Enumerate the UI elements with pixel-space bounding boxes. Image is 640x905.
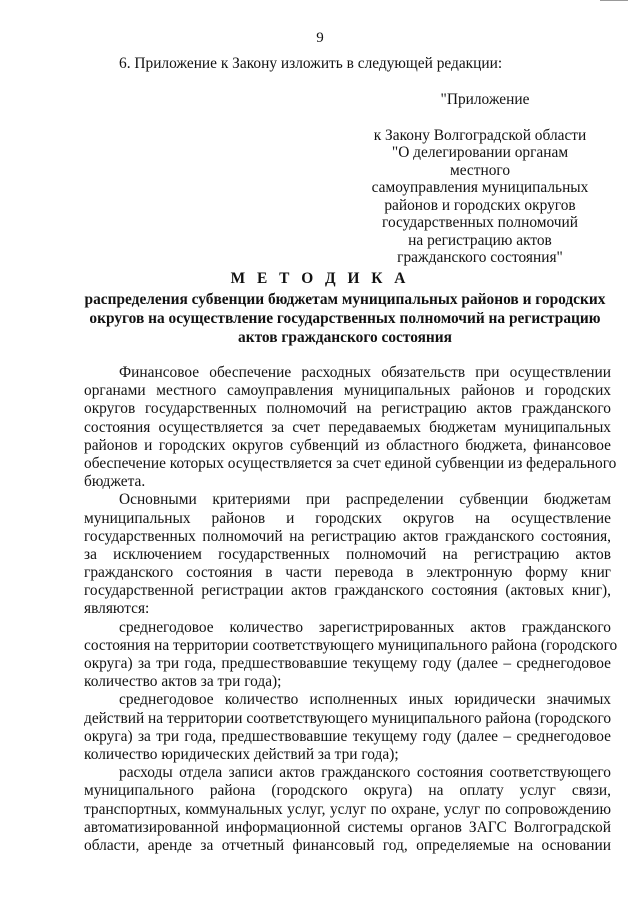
appendix-line: самоуправления муниципальных bbox=[371, 179, 589, 196]
appendix-line: на регистрацию актов bbox=[408, 231, 552, 249]
subtitle-line: округов на осуществление государственных полномочий на регистрацию bbox=[89, 310, 601, 327]
text-line: автоматизированной информационной системы органов ЗАГС Волгоградской bbox=[84, 818, 611, 836]
text-line: среднегодовое количество зарегистрированных актов гражданского bbox=[119, 618, 611, 636]
text-line: государственных полномочий на регистрацию актов гражданского состояния, bbox=[84, 527, 611, 545]
text-line: муниципального района (городского округа) на оплату услуг связи, bbox=[84, 782, 611, 800]
text-line: расходы отдела записи актов гражданского состояния соответствующего bbox=[119, 764, 611, 782]
text-line: области, аренде за отчетный финансовый год, определяемые на основании bbox=[84, 836, 611, 854]
subtitle-line: распределения субвенции бюджетам муниципальных районов и городских bbox=[84, 291, 606, 308]
text-line: округа) за три года, предшествовавшие текущему году (далее – среднегодовое bbox=[84, 727, 611, 745]
appendix-line: гражданского состояния" bbox=[397, 249, 563, 266]
text-line: состояния на территории соответствующего муниципального района (городского bbox=[84, 636, 618, 654]
text-line: действий на территории соответствующего муниципального района (городского bbox=[84, 709, 612, 727]
text-line: среднегодовое количество исполненных иных юридически значимых bbox=[119, 691, 611, 709]
text-line: бюджета. bbox=[84, 473, 146, 491]
page-corner-mark bbox=[600, 0, 628, 5]
appendix-title: "Приложение bbox=[440, 91, 530, 108]
appendix-line: "О делегировании органам местного bbox=[391, 144, 569, 179]
text-line: количество актов за три года); bbox=[84, 673, 282, 691]
appendix-line: районов и городских округов bbox=[384, 196, 576, 214]
appendix-header bbox=[360, 91, 600, 267]
text-line: государственной регистрации актов гражданского состояния (актовых книг), bbox=[84, 582, 611, 600]
text-line: муниципальных районов и городских округов на осуществление bbox=[84, 509, 611, 527]
text-line: округов государственных полномочий на регистрацию актов гражданского bbox=[84, 400, 611, 418]
text-line: гражданского состояния в части перевода в электронную форму книг bbox=[84, 564, 611, 582]
text-line: округа) за три года, предшествовавшие текущему году (далее – среднегодовое bbox=[84, 655, 611, 672]
text-line: состояния осуществляется за счет передаваемых бюджетам муниципальных bbox=[84, 418, 611, 436]
page-number: 9 bbox=[316, 30, 324, 46]
text-line: Основными критериями при распределении субвенции бюджетам bbox=[119, 491, 611, 509]
text-line: транспортных, коммунальных услуг, услуг по охране, услуг по сопровождению bbox=[84, 800, 611, 818]
text-line: Финансовое обеспечение расходных обязательств при осуществлении bbox=[119, 364, 611, 381]
text-line: за исключением государственных полномочий на регистрацию актов bbox=[84, 545, 611, 563]
body-text bbox=[84, 364, 618, 855]
methodology-title: М Е Т О Д И К А bbox=[230, 270, 410, 287]
text-line: органами местного самоуправления муниципальных районов и городских bbox=[84, 382, 611, 400]
intro-paragraph: 6. Приложение к Закону изложить в следующей редакции: bbox=[119, 55, 503, 72]
subtitle-line: актов гражданского состояния bbox=[238, 329, 452, 346]
appendix-line: государственных полномочий bbox=[382, 214, 578, 231]
appendix-line: к Закону Волгоградской области bbox=[373, 126, 587, 144]
text-line: районов и городских округов субвенций из областного бюджета, финансовое bbox=[84, 436, 611, 454]
text-line: количество юридических действий за три года); bbox=[84, 745, 399, 763]
text-line: являются: bbox=[84, 600, 150, 618]
methodology-subtitle bbox=[80, 290, 610, 347]
text-line: обеспечение которых осуществляется за счет единой субвенции из федерального bbox=[84, 454, 617, 472]
